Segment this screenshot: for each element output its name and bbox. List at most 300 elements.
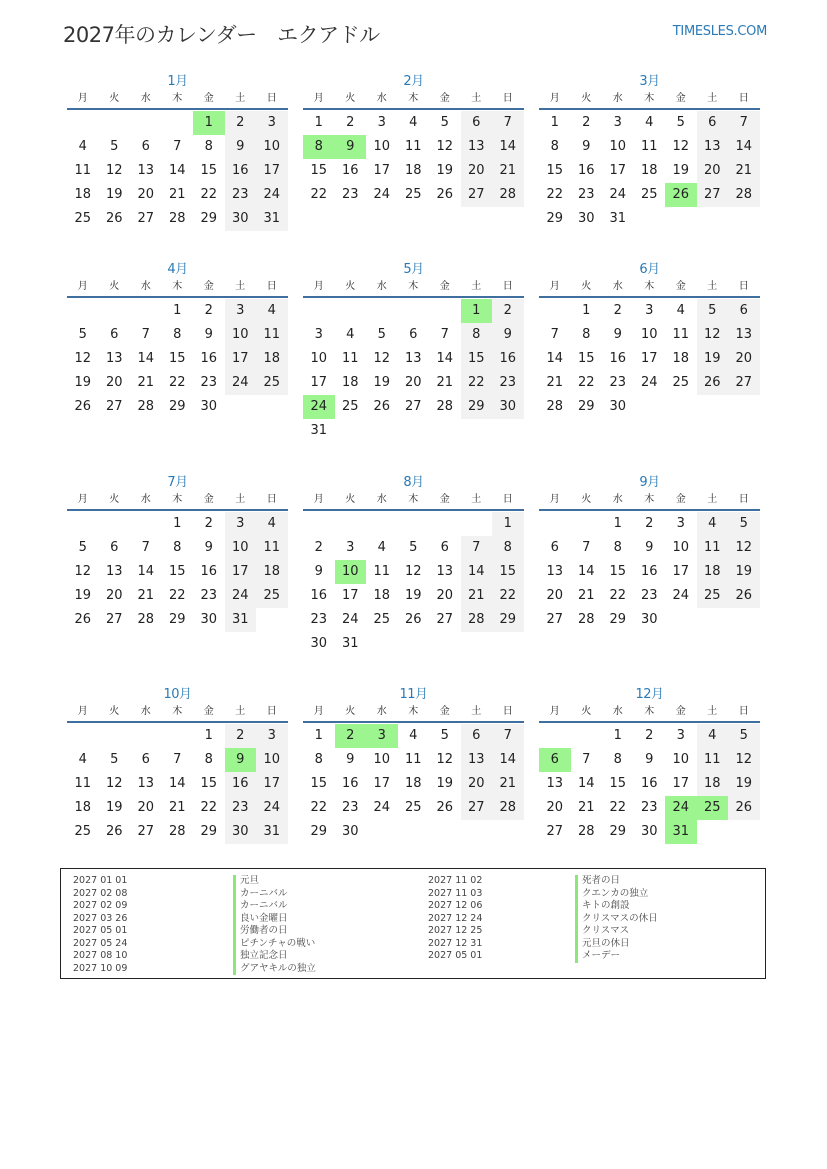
day-grid (539, 298, 760, 419)
holiday-date: 2027 12 06 (428, 900, 483, 911)
weekday-label: 木 (644, 93, 655, 104)
day-cell: 16 (341, 776, 359, 791)
month-calendar (67, 260, 288, 419)
day-cell: 24 (672, 588, 690, 603)
weekday-label: 日 (738, 93, 749, 104)
day-cell: 31 (665, 820, 697, 844)
day-cell: 9 (492, 323, 524, 347)
day-cell: 7 (492, 724, 524, 748)
day-cell: 22 (168, 375, 186, 390)
day-cell: 14 (461, 560, 493, 584)
day-cell: 21 (492, 159, 524, 183)
day-cell: 24 (665, 796, 697, 820)
day-cell: 31 (341, 636, 359, 651)
holiday-date: 2027 05 24 (73, 937, 128, 949)
day-cell: 27 (546, 612, 564, 627)
day-cell: 1 (314, 115, 323, 130)
day-cell: 29 (310, 824, 328, 839)
day-blank (539, 299, 571, 323)
month-title: 12月 (635, 687, 664, 702)
day-cell: 26 (728, 584, 760, 608)
day-cell: 19 (74, 588, 92, 603)
month-title: 4月 (167, 262, 188, 277)
weekday-label: 日 (738, 706, 749, 717)
day-cell: 5 (377, 327, 386, 342)
day-cell: 16 (640, 564, 658, 579)
day-cell: 8 (582, 327, 591, 342)
day-cell: 27 (137, 211, 155, 226)
day-cell: 15 (609, 776, 627, 791)
day-cell: 12 (697, 323, 729, 347)
day-cell: 11 (373, 564, 391, 579)
day-cell: 4 (346, 327, 355, 342)
day-cell: 20 (461, 772, 493, 796)
day-cell: 16 (225, 772, 257, 796)
day-cell: 22 (546, 187, 564, 202)
holiday-date: 2027 12 25 (428, 925, 483, 936)
day-cell: 14 (492, 135, 524, 159)
day-cell: 10 (672, 752, 690, 767)
day-cell: 25 (74, 211, 92, 226)
day-cell: 16 (640, 776, 658, 791)
day-cell: 6 (141, 139, 150, 154)
day-cell: 22 (492, 584, 524, 608)
day-blank (162, 724, 194, 748)
day-cell: 6 (409, 327, 418, 342)
month-title: 2月 (403, 74, 424, 89)
day-cell: 13 (404, 351, 422, 366)
weekday-label: 水 (140, 281, 151, 292)
day-cell: 17 (256, 159, 288, 183)
day-cell: 12 (728, 536, 760, 560)
day-cell: 15 (200, 776, 218, 791)
day-blank (99, 299, 131, 323)
weekday-label: 木 (408, 494, 419, 505)
day-cell: 28 (492, 796, 524, 820)
day-cell: 27 (728, 371, 760, 395)
day-cell: 19 (373, 375, 391, 390)
weekday-label: 水 (376, 706, 387, 717)
month-title: 6月 (639, 262, 660, 277)
day-cell: 29 (546, 211, 564, 226)
weekday-label: 水 (612, 494, 623, 505)
day-cell: 5 (728, 724, 760, 748)
weekday-header (303, 280, 524, 298)
day-cell: 17 (373, 163, 391, 178)
day-cell: 22 (609, 800, 627, 815)
day-cell: 6 (141, 752, 150, 767)
day-blank (429, 512, 461, 536)
day-cell: 16 (310, 588, 328, 603)
day-cell: 1 (314, 728, 323, 743)
day-cell: 17 (373, 776, 391, 791)
weekday-label: 火 (581, 706, 592, 717)
day-cell: 22 (609, 588, 627, 603)
day-cell: 6 (697, 111, 729, 135)
day-cell: 27 (436, 612, 454, 627)
weekday-label: 水 (612, 93, 623, 104)
day-cell: 12 (728, 748, 760, 772)
day-cell: 20 (105, 588, 123, 603)
day-cell: 2 (492, 299, 524, 323)
day-cell: 19 (74, 375, 92, 390)
weekday-label: 日 (266, 93, 277, 104)
day-cell: 30 (225, 820, 257, 844)
day-cell: 26 (373, 399, 391, 414)
day-cell: 28 (546, 399, 564, 414)
day-cell: 16 (341, 163, 359, 178)
day-cell: 4 (377, 540, 386, 555)
weekday-label: 日 (502, 706, 513, 717)
day-cell: 9 (314, 564, 323, 579)
month-title: 7月 (167, 475, 188, 490)
day-cell: 8 (204, 139, 213, 154)
day-cell: 8 (314, 752, 323, 767)
day-cell: 31 (256, 207, 288, 231)
day-blank (571, 512, 603, 536)
weekday-label: 土 (471, 706, 482, 717)
weekday-label: 金 (675, 706, 686, 717)
day-cell: 19 (436, 776, 454, 791)
day-cell: 15 (310, 776, 328, 791)
day-cell: 21 (436, 375, 454, 390)
day-cell: 22 (310, 187, 328, 202)
weekday-label: 火 (581, 93, 592, 104)
holiday-date: 2027 11 02 (428, 875, 483, 886)
weekday-label: 水 (612, 281, 623, 292)
day-cell: 29 (609, 612, 627, 627)
day-cell: 13 (105, 564, 123, 579)
weekday-label: 火 (581, 494, 592, 505)
day-cell: 20 (137, 800, 155, 815)
day-cell: 8 (550, 139, 559, 154)
weekday-label: 日 (502, 494, 513, 505)
day-cell: 1 (613, 728, 622, 743)
weekday-label: 土 (707, 706, 718, 717)
holiday-list (60, 868, 766, 979)
weekday-label: 木 (408, 281, 419, 292)
day-blank (461, 512, 493, 536)
day-blank (130, 512, 162, 536)
weekday-label: 火 (109, 494, 120, 505)
day-cell: 2 (204, 516, 213, 531)
day-cell: 3 (256, 724, 288, 748)
weekday-label: 日 (266, 494, 277, 505)
weekday-label: 月 (549, 494, 560, 505)
day-grid (539, 723, 760, 844)
day-cell: 15 (168, 351, 186, 366)
day-cell: 2 (225, 111, 257, 135)
weekday-label: 火 (345, 281, 356, 292)
day-blank (398, 512, 430, 536)
holiday-name: メーデー (575, 950, 658, 963)
day-cell: 11 (697, 748, 729, 772)
day-cell: 27 (404, 399, 422, 414)
day-cell: 27 (105, 399, 123, 414)
day-cell: 14 (492, 748, 524, 772)
day-cell: 25 (404, 187, 422, 202)
weekday-label: 木 (172, 494, 183, 505)
day-cell: 23 (640, 588, 658, 603)
day-cell: 21 (137, 588, 155, 603)
day-cell: 7 (492, 111, 524, 135)
day-cell: 15 (461, 347, 493, 371)
day-cell: 7 (141, 327, 150, 342)
weekday-label: 月 (549, 281, 560, 292)
day-cell: 16 (577, 163, 595, 178)
site-brand[interactable]: TIMESLES.COM (672, 24, 767, 39)
weekday-label: 水 (376, 93, 387, 104)
day-cell: 23 (310, 612, 328, 627)
day-cell: 7 (173, 139, 182, 154)
weekday-label: 木 (408, 93, 419, 104)
weekday-header (67, 705, 288, 723)
day-cell: 25 (640, 187, 658, 202)
holiday-name: 元旦 (233, 875, 316, 888)
weekday-label: 土 (471, 494, 482, 505)
day-blank (303, 299, 335, 323)
weekday-label: 土 (235, 706, 246, 717)
day-cell: 3 (225, 512, 257, 536)
day-cell: 3 (256, 111, 288, 135)
day-cell: 16 (609, 351, 627, 366)
day-cell: 30 (200, 612, 218, 627)
day-cell: 9 (225, 748, 257, 772)
day-cell: 8 (461, 323, 493, 347)
weekday-label: 月 (77, 93, 88, 104)
day-cell: 14 (546, 351, 564, 366)
day-grid (303, 511, 524, 656)
weekday-header (67, 92, 288, 110)
day-cell: 15 (577, 351, 595, 366)
day-cell: 25 (74, 824, 92, 839)
weekday-label: 日 (502, 93, 513, 104)
day-cell: 18 (404, 163, 422, 178)
weekday-label: 火 (581, 281, 592, 292)
weekday-label: 月 (549, 93, 560, 104)
day-cell: 1 (550, 115, 559, 130)
day-cell: 14 (168, 776, 186, 791)
day-cell: 2 (335, 724, 367, 748)
month-title: 8月 (403, 475, 424, 490)
holiday-name: 労働者の日 (233, 925, 316, 938)
day-cell: 23 (640, 800, 658, 815)
day-cell: 2 (225, 724, 257, 748)
day-cell: 5 (697, 299, 729, 323)
weekday-label: 月 (313, 494, 324, 505)
day-cell: 17 (310, 375, 328, 390)
day-cell: 17 (640, 351, 658, 366)
day-cell: 9 (582, 139, 591, 154)
day-cell: 26 (74, 612, 92, 627)
day-blank (67, 299, 99, 323)
day-cell: 8 (613, 540, 622, 555)
holiday-date: 2027 08 10 (73, 950, 128, 961)
holiday-name: カーニバル (233, 888, 316, 901)
day-cell: 12 (105, 776, 123, 791)
day-cell: 14 (137, 564, 155, 579)
day-cell: 28 (137, 399, 155, 414)
day-cell: 18 (404, 776, 422, 791)
day-grid (303, 110, 524, 207)
holiday-name: 良い金曜日 (233, 913, 316, 926)
day-cell: 3 (645, 303, 654, 318)
day-cell: 6 (728, 299, 760, 323)
month-calendar (539, 685, 760, 844)
day-cell: 20 (404, 375, 422, 390)
month-title: 1月 (167, 74, 188, 89)
day-cell: 31 (609, 211, 627, 226)
day-grid (67, 723, 288, 844)
day-cell: 13 (546, 564, 564, 579)
day-cell: 2 (582, 115, 591, 130)
weekday-label: 火 (345, 706, 356, 717)
day-cell: 30 (492, 395, 524, 419)
holiday-name: クリスマスの休日 (575, 913, 658, 926)
weekday-label: 火 (109, 281, 120, 292)
day-cell: 28 (728, 183, 760, 207)
day-cell: 4 (409, 728, 418, 743)
day-cell: 9 (225, 135, 257, 159)
day-cell: 2 (645, 728, 654, 743)
day-cell: 26 (105, 824, 123, 839)
day-cell: 17 (609, 163, 627, 178)
weekday-label: 月 (77, 494, 88, 505)
day-cell: 7 (173, 752, 182, 767)
month-title: 11月 (399, 687, 428, 702)
day-cell: 25 (404, 800, 422, 815)
day-cell: 9 (335, 135, 367, 159)
day-cell: 6 (461, 724, 493, 748)
day-cell: 4 (697, 724, 729, 748)
day-cell: 16 (492, 347, 524, 371)
day-cell: 10 (335, 560, 367, 584)
weekday-header (303, 493, 524, 511)
day-cell: 9 (346, 752, 355, 767)
weekday-label: 月 (77, 281, 88, 292)
day-cell: 30 (200, 399, 218, 414)
day-cell: 18 (74, 187, 92, 202)
day-cell: 31 (310, 423, 328, 438)
day-cell: 10 (609, 139, 627, 154)
day-cell: 13 (436, 564, 454, 579)
day-blank (571, 724, 603, 748)
weekday-header (303, 92, 524, 110)
holiday-date: 2027 02 08 (73, 887, 128, 899)
weekday-header (539, 705, 760, 723)
weekday-label: 金 (439, 281, 450, 292)
day-cell: 19 (105, 187, 123, 202)
day-cell: 11 (256, 536, 288, 560)
holiday-date: 2027 10 09 (73, 962, 128, 974)
day-cell: 8 (173, 327, 182, 342)
day-cell: 9 (204, 327, 213, 342)
day-cell: 20 (546, 800, 564, 815)
day-cell: 19 (436, 163, 454, 178)
weekday-label: 日 (738, 494, 749, 505)
day-cell: 1 (613, 516, 622, 531)
day-cell: 6 (110, 540, 119, 555)
day-cell: 7 (461, 536, 493, 560)
day-cell: 7 (141, 540, 150, 555)
weekday-label: 火 (109, 706, 120, 717)
month-calendar (539, 260, 760, 419)
day-cell: 18 (256, 560, 288, 584)
day-cell: 12 (404, 564, 422, 579)
day-cell: 15 (609, 564, 627, 579)
day-blank (130, 299, 162, 323)
day-cell: 10 (373, 139, 391, 154)
day-cell: 7 (728, 111, 760, 135)
holiday-name: キトの創設 (575, 900, 658, 913)
day-cell: 4 (409, 115, 418, 130)
day-cell: 17 (256, 772, 288, 796)
day-cell: 28 (137, 612, 155, 627)
day-cell: 14 (168, 163, 186, 178)
weekday-label: 日 (738, 281, 749, 292)
day-cell: 7 (550, 327, 559, 342)
weekday-label: 金 (675, 281, 686, 292)
weekday-label: 木 (408, 706, 419, 717)
day-cell: 5 (110, 139, 119, 154)
day-grid (67, 298, 288, 419)
day-cell: 27 (461, 183, 493, 207)
day-cell: 27 (105, 612, 123, 627)
day-cell: 15 (200, 163, 218, 178)
day-cell: 10 (225, 323, 257, 347)
day-cell: 14 (728, 135, 760, 159)
day-cell: 24 (225, 371, 257, 395)
day-cell: 24 (373, 187, 391, 202)
day-cell: 21 (546, 375, 564, 390)
day-cell: 4 (78, 752, 87, 767)
day-cell: 21 (168, 800, 186, 815)
day-cell: 20 (697, 159, 729, 183)
day-cell: 21 (577, 800, 595, 815)
weekday-header (539, 493, 760, 511)
day-cell: 1 (173, 516, 182, 531)
day-cell: 27 (461, 796, 493, 820)
holiday-date: 2027 05 01 (73, 925, 128, 936)
day-cell: 26 (697, 371, 729, 395)
month-title: 10月 (163, 687, 192, 702)
day-cell: 6 (440, 540, 449, 555)
day-cell: 4 (256, 512, 288, 536)
holiday-names-left (233, 875, 316, 975)
holiday-name: ピチンチャの戦い (233, 938, 316, 951)
day-cell: 1 (461, 299, 493, 323)
weekday-header (67, 280, 288, 298)
day-cell: 10 (672, 540, 690, 555)
day-cell: 28 (168, 824, 186, 839)
day-cell: 29 (168, 612, 186, 627)
day-cell: 13 (105, 351, 123, 366)
holiday-name: 独立記念日 (233, 950, 316, 963)
day-cell: 12 (74, 351, 92, 366)
day-cell: 14 (577, 564, 595, 579)
day-cell: 3 (377, 115, 386, 130)
day-cell: 12 (672, 139, 690, 154)
day-cell: 26 (404, 612, 422, 627)
day-cell: 26 (728, 796, 760, 820)
day-cell: 8 (204, 752, 213, 767)
day-cell: 27 (546, 824, 564, 839)
weekday-label: 木 (644, 706, 655, 717)
day-cell: 3 (314, 327, 323, 342)
weekday-label: 火 (109, 93, 120, 104)
day-cell: 16 (200, 564, 218, 579)
holiday-name: 元旦の休日 (575, 938, 658, 951)
